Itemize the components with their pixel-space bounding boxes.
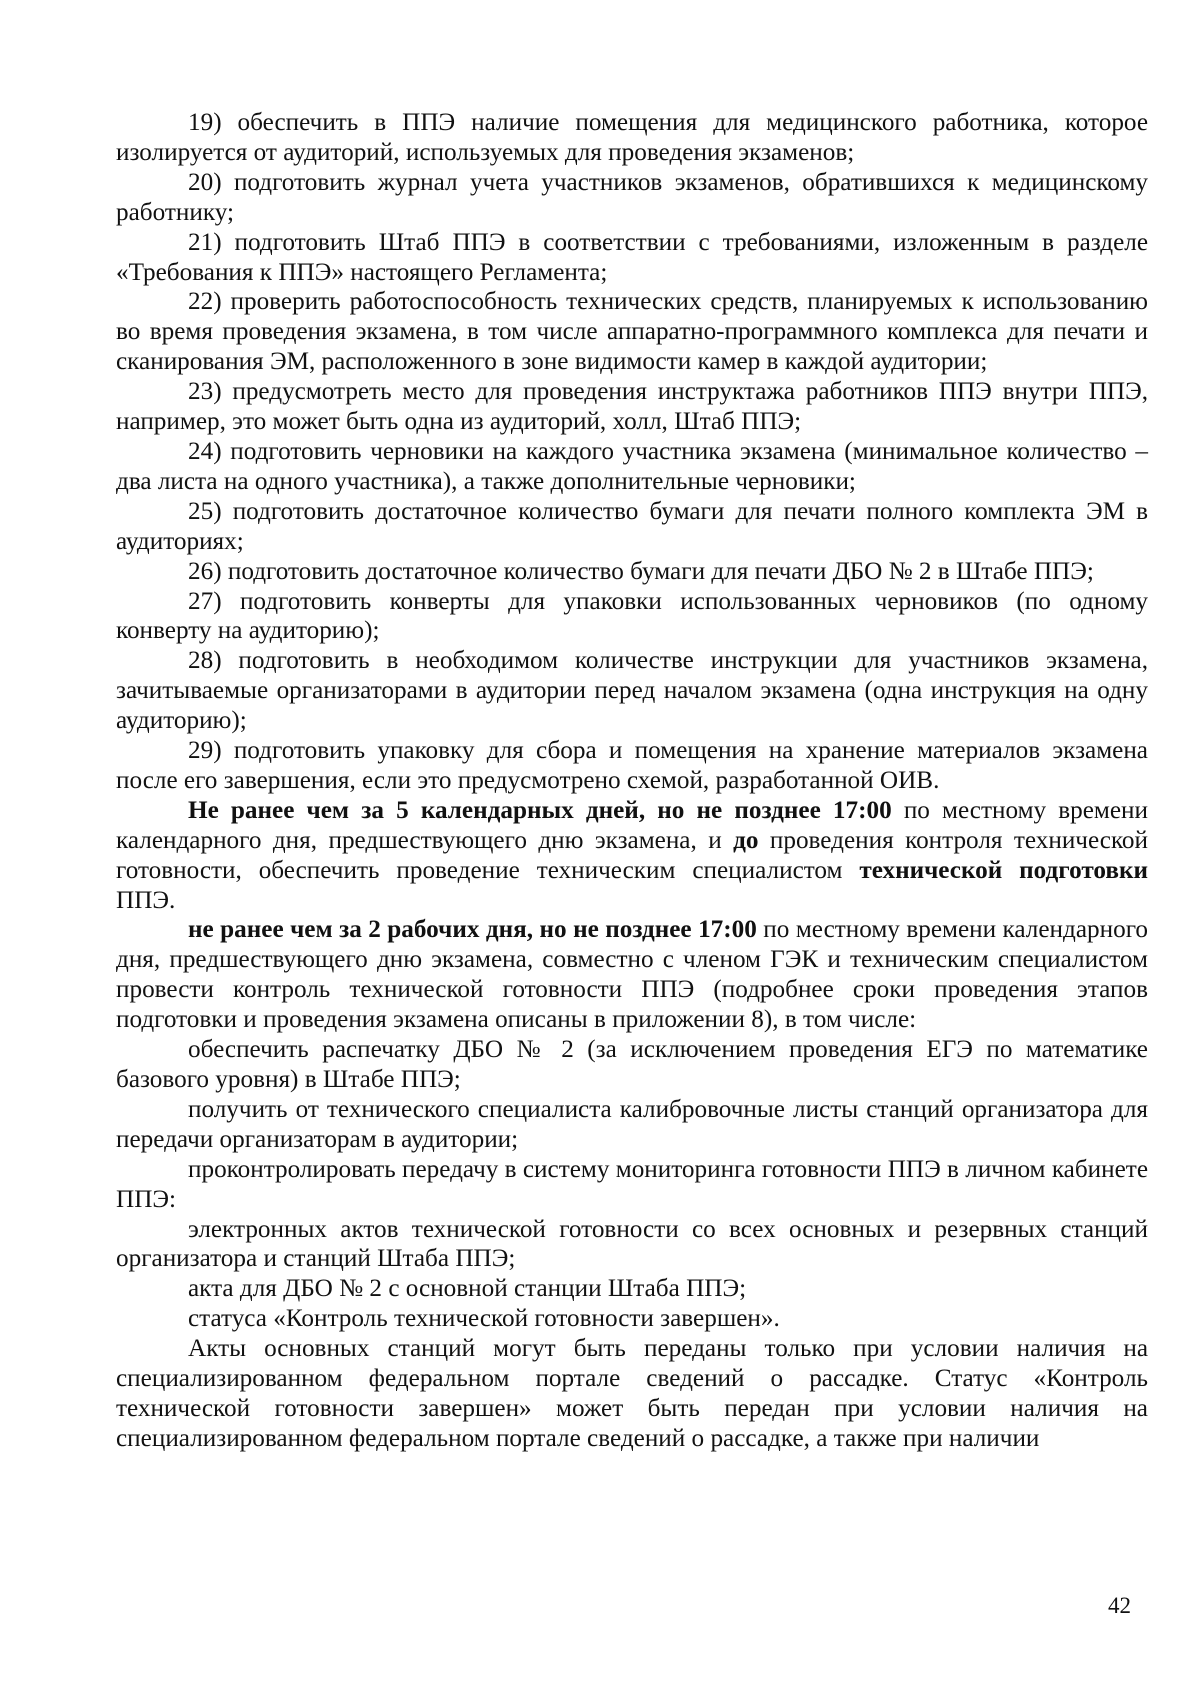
bold-before-text: до	[733, 826, 759, 854]
paragraph-sub-status: статуса «Контроль технической готовности завершен».	[188, 1305, 780, 1333]
paragraph-item-23: 23) предусмотреть место для проведения инструктажа работников ППЭ внутри ППЭ, например, это может быть одна из аудиторий, холл, Штаб ППЭ;	[116, 378, 1148, 436]
bold-technical-preparation-text: технической подготовки	[859, 856, 1148, 884]
paragraph-text: по местному времени календарного дня, предшествующего дню экзамена, совместно с членом ГЭК и техническим специалистом провести контроль технической готовности ППЭ (подробнее сроки проведения этапов подготовки и проведения экзамена описаны в приложении 8), в том числе:	[116, 916, 1148, 1034]
paragraph-sub-dbo-act: акта для ДБО № 2 с основной станции Штаба ППЭ;	[188, 1275, 747, 1303]
paragraph-item-22: 22) проверить работоспособность технических средств, планируемых к использованию во время проведения экзамена, в том числе аппаратно-программного комплекса для печати и сканирования ЭМ, расположенного в зоне видимости камер в каждой аудитории;	[116, 288, 1148, 376]
paragraph-readiness-control	[116, 915, 1148, 1035]
paragraph-item-19: 19) обеспечить в ППЭ наличие помещения для медицинского работника, которое изолируется от аудиторий, используемых для проведения экзаменов;	[116, 109, 1148, 166]
paragraph-item-24: 24) подготовить черновики на каждого участника экзамена (минимальное количество – два листа на одного участника), а также дополнительные черновики;	[116, 437, 1148, 495]
paragraph-technical-preparation	[116, 796, 1148, 916]
bold-deadline-text: Не ранее чем за 5 календарных дней, но не позднее 17:00	[188, 796, 892, 824]
paragraph-acts-conditions: Акты основных станций могут быть переданы только при условии наличия на специализированном федеральном портале сведений о рассадке. Статус «Контроль технической готовности завершен» может быть передан при условии наличия на специализированном федеральном портале сведений о рассадке, а также при наличии	[116, 1335, 1148, 1452]
paragraph-item-21: 21) подготовить Штаб ППЭ в соответствии с требованиями, изложенным в разделе «Требования к ППЭ» настоящего Регламента;	[116, 228, 1148, 286]
bold-deadline-text: не ранее чем за 2 рабочих дня, но не позднее 17:00	[188, 916, 757, 944]
paragraph-text: по местному времени календарного дня, предшествующего дню экзамена, и	[116, 796, 1148, 854]
paragraph-item-28: 28) подготовить в необходимом количестве инструкции для участников экзамена, зачитываемые организаторами в аудитории перед началом экзамена (одна инструкция на одну аудиторию);	[116, 647, 1148, 735]
paragraph-sub-calibration-sheets: получить от технического специалиста калибровочные листы станций организатора для передачи организаторам в аудитории;	[116, 1095, 1148, 1153]
paragraph-sub-monitoring-transfer: проконтролировать передачу в систему мониторинга готовности ППЭ в личном кабинете ППЭ:	[116, 1155, 1148, 1213]
paragraph-item-26: 26) подготовить достаточное количество бумаги для печати ДБО № 2 в Штабе ППЭ;	[188, 557, 1094, 585]
paragraph-item-27: 27) подготовить конверты для упаковки использованных черновиков (по одному конверту на аудиторию);	[116, 587, 1148, 645]
paragraph-text: ППЭ.	[116, 886, 176, 914]
paragraph-item-29: 29) подготовить упаковку для сбора и помещения на хранение материалов экзамена после его завершения, если это предусмотрено схемой, разработанной ОИВ.	[116, 737, 1148, 794]
paragraph-item-25: 25) подготовить достаточное количество бумаги для печати полного комплекта ЭМ в аудиториях;	[116, 497, 1148, 555]
paragraph-item-20: 20) подготовить журнал учета участников экзаменов, обратившихся к медицинскому работнику;	[116, 168, 1148, 226]
paragraph-text: проведения контроля технической готовности, обеспечить проведение техническим специалистом	[116, 826, 1148, 884]
document-body	[116, 108, 1148, 1454]
paragraph-sub-electronic-acts: электронных актов технической готовности со всех основных и резервных станций организатора и станций Штаба ППЭ;	[116, 1215, 1148, 1273]
paragraph-sub-print-dbo: обеспечить распечатку ДБО № 2 (за исключением проведения ЕГЭ по математике базового уровня) в Штабе ППЭ;	[116, 1036, 1148, 1093]
page-number: 42	[1108, 1593, 1131, 1618]
